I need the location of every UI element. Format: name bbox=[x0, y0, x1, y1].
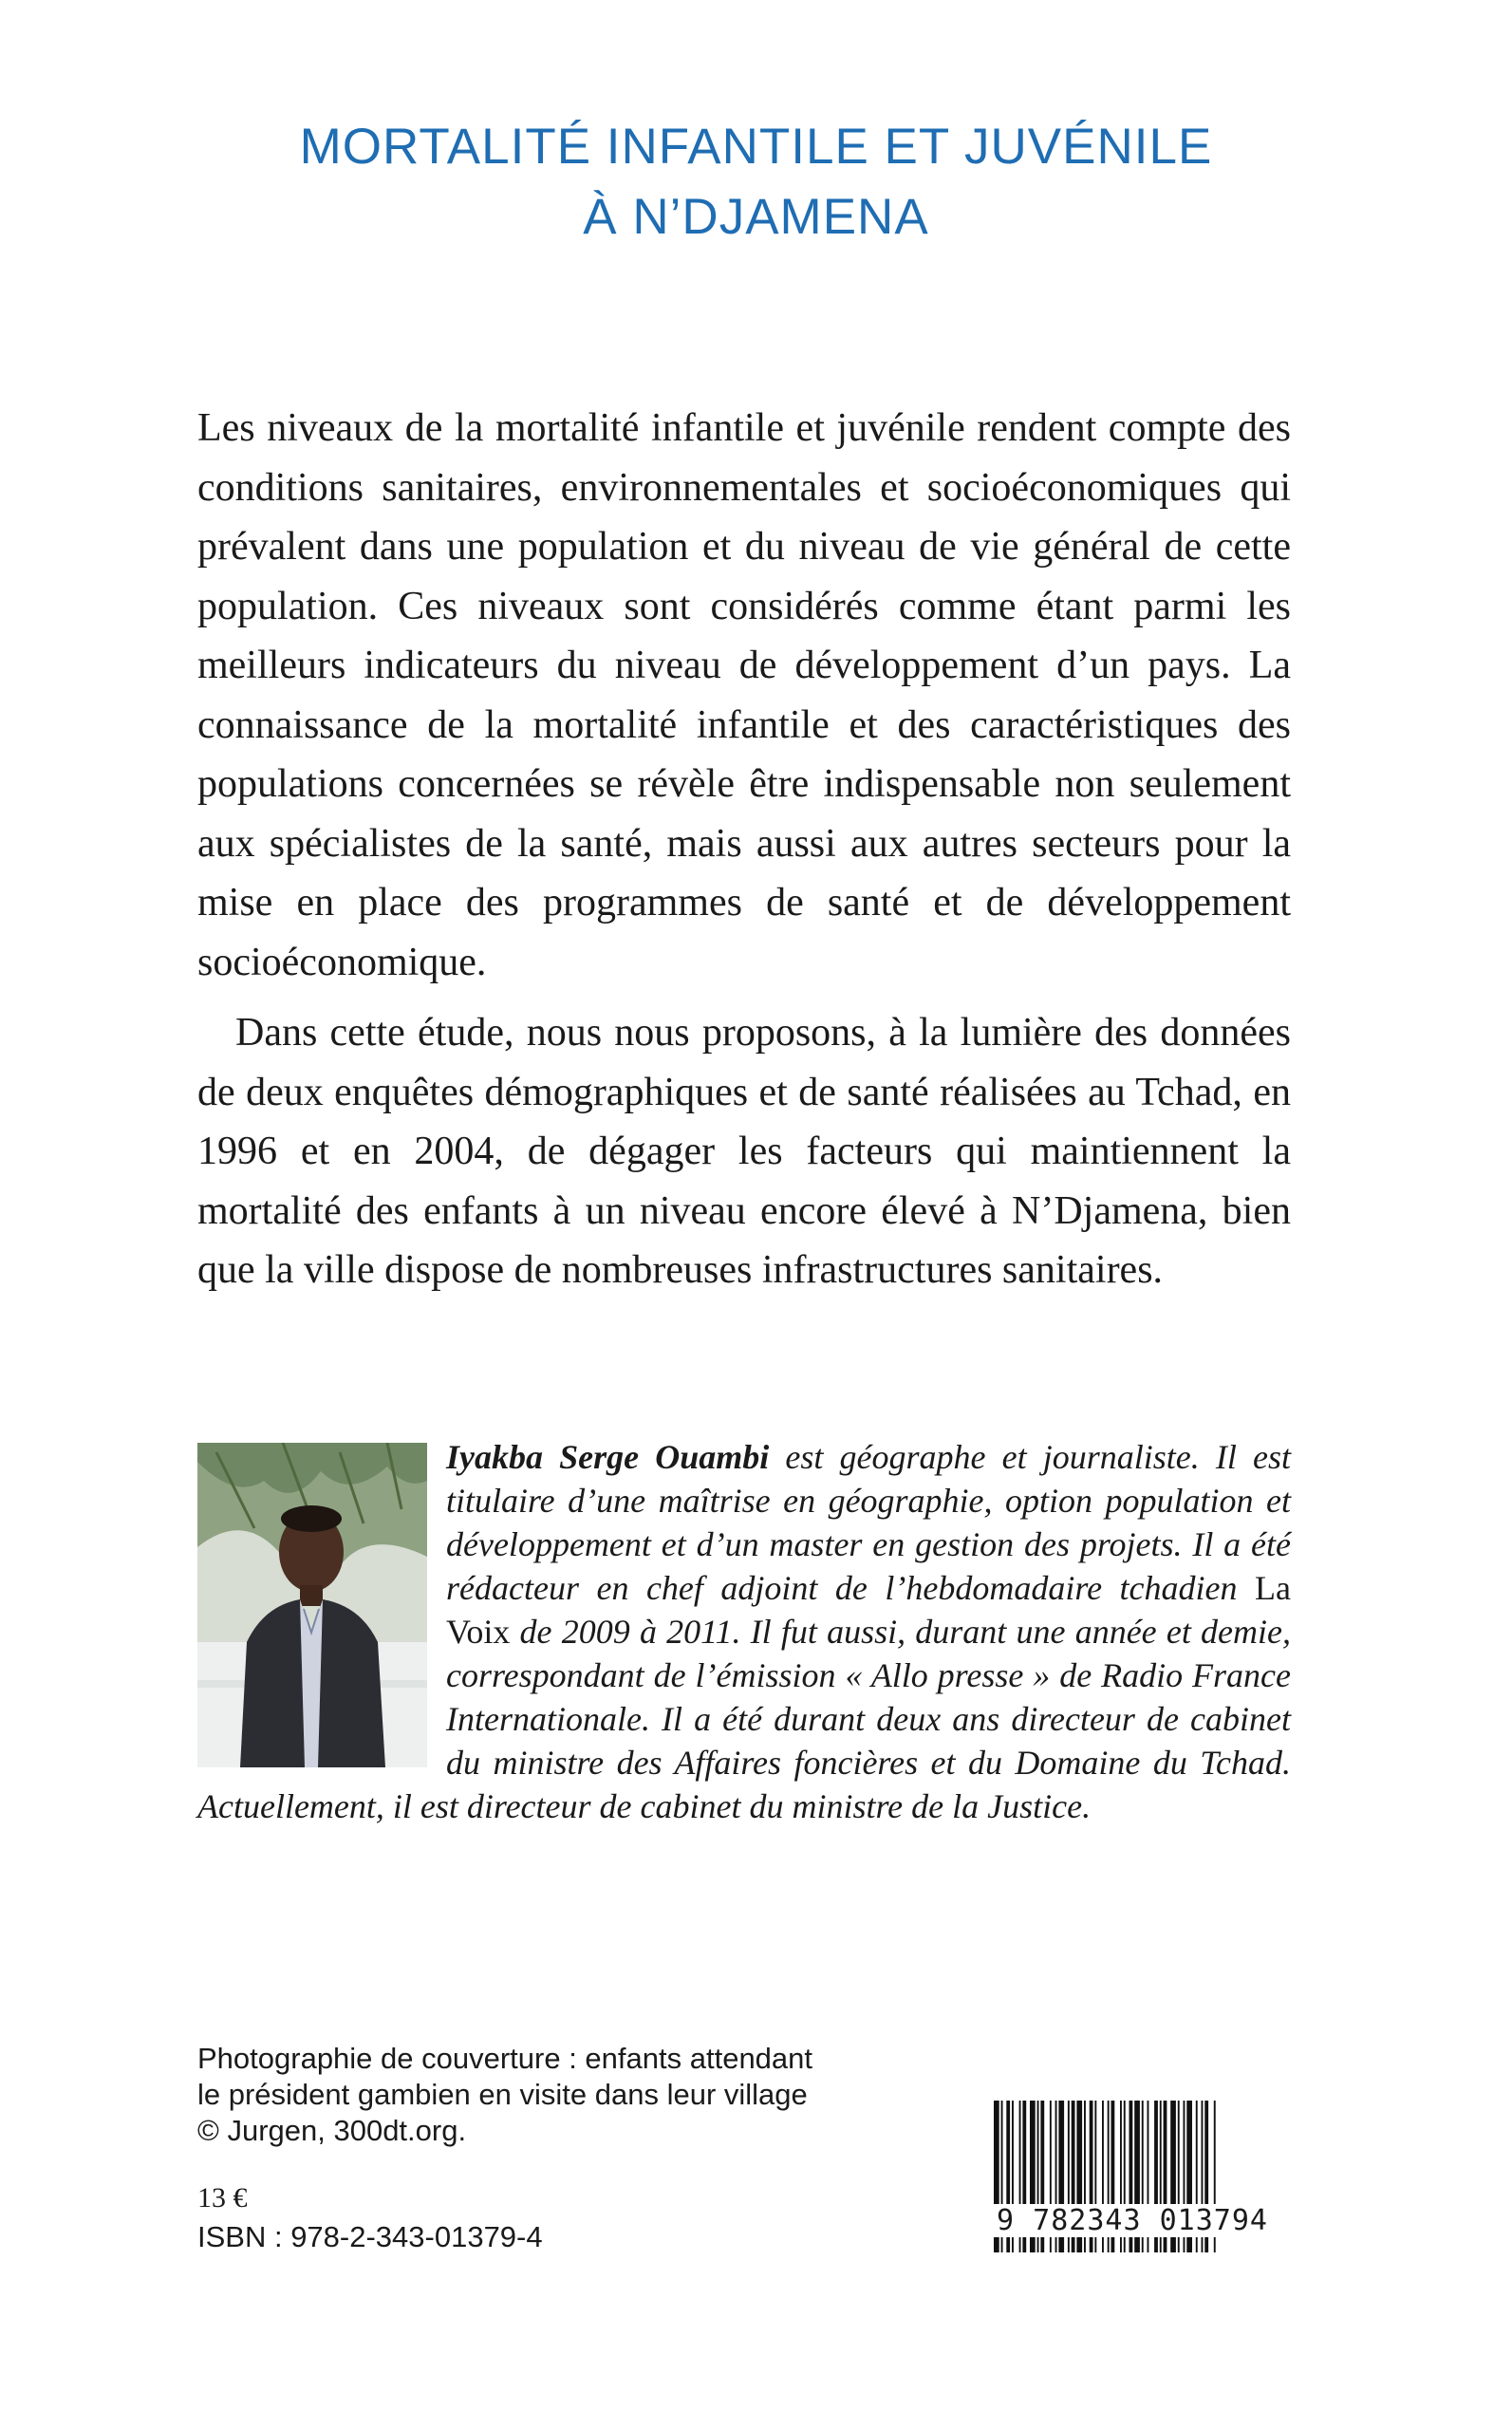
photo-spacer bbox=[197, 1435, 446, 1772]
summary-paragraph-1: Les niveaux de la mortalité infantile et juvénile rendent compte des conditions sanitaires, environnementales et socioéconomiques qui prévalent dans une population et du niveau de vie général de cette population. Ces niveaux sont considérés comme étant parmi les meilleurs indicateurs du niveau de développement d’un pays. La connaissance de la mortalité infantile et des caractéristiques des populations concernées se révèle être indispensable non seulement aux spécialistes de la santé, mais aussi aux autres secteurs pour la mise en place des programmes de santé et de développement socioéconomique. bbox=[197, 406, 1291, 984]
credit-line-1: Photographie de couverture : enfants attendant bbox=[197, 2042, 813, 2075]
cover-photo-credit bbox=[197, 2041, 812, 2149]
barcode-digits: 9 782343 013794 bbox=[966, 2204, 1298, 2237]
author-name: Iyakba Serge Ouambi bbox=[446, 1438, 770, 1476]
publication-name: La Voix bbox=[446, 1569, 1291, 1651]
credit-line-3: © Jurgen, 300dt.org. bbox=[197, 2114, 467, 2147]
author-biography bbox=[197, 1435, 1291, 1828]
bio-text-part-2: de 2009 à 2011. Il fut aussi, durant une année et demie, correspondant de l’émission « Allo presse » de Radio France Internationale. Il a été durant deux ans directeur de cabinet du ministre des Affaires foncières et du Domaine du Tchad. Actuellement, il est directeur de cabinet du ministre de la Justice. bbox=[197, 1613, 1291, 1825]
book-title bbox=[0, 112, 1512, 252]
bio-text-part-1: est géographe et journaliste. Il est titulaire d’une maîtrise en géographie, option population et développement et d’un master en gestion des projets. Il a été rédacteur en chef adjoint de l’hebdomadaire tchadien bbox=[446, 1438, 1291, 1607]
price: 13 € bbox=[197, 2182, 248, 2214]
credit-line-2: le président gambien en visite dans leur village bbox=[197, 2078, 808, 2111]
title-line-2: À N’DJAMENA bbox=[583, 189, 929, 245]
title-line-1: MORTALITÉ INFANTILE ET JUVÉNILE bbox=[299, 119, 1213, 175]
summary-paragraph-2: Dans cette étude, nous nous proposons, à la lumière des données de deux enquêtes démographiques et de santé réalisées au Tchad, en 1996 et en 2004, de dégager les facteurs qui maintiennent la mortalité des enfants à un niveau encore élevé à N’Djamena, bien que la ville dispose de nombreuses infrastructures sanitaires. bbox=[197, 1011, 1291, 1292]
isbn: ISBN : 978-2-343-01379-4 bbox=[197, 2220, 543, 2253]
book-summary bbox=[197, 399, 1291, 1300]
